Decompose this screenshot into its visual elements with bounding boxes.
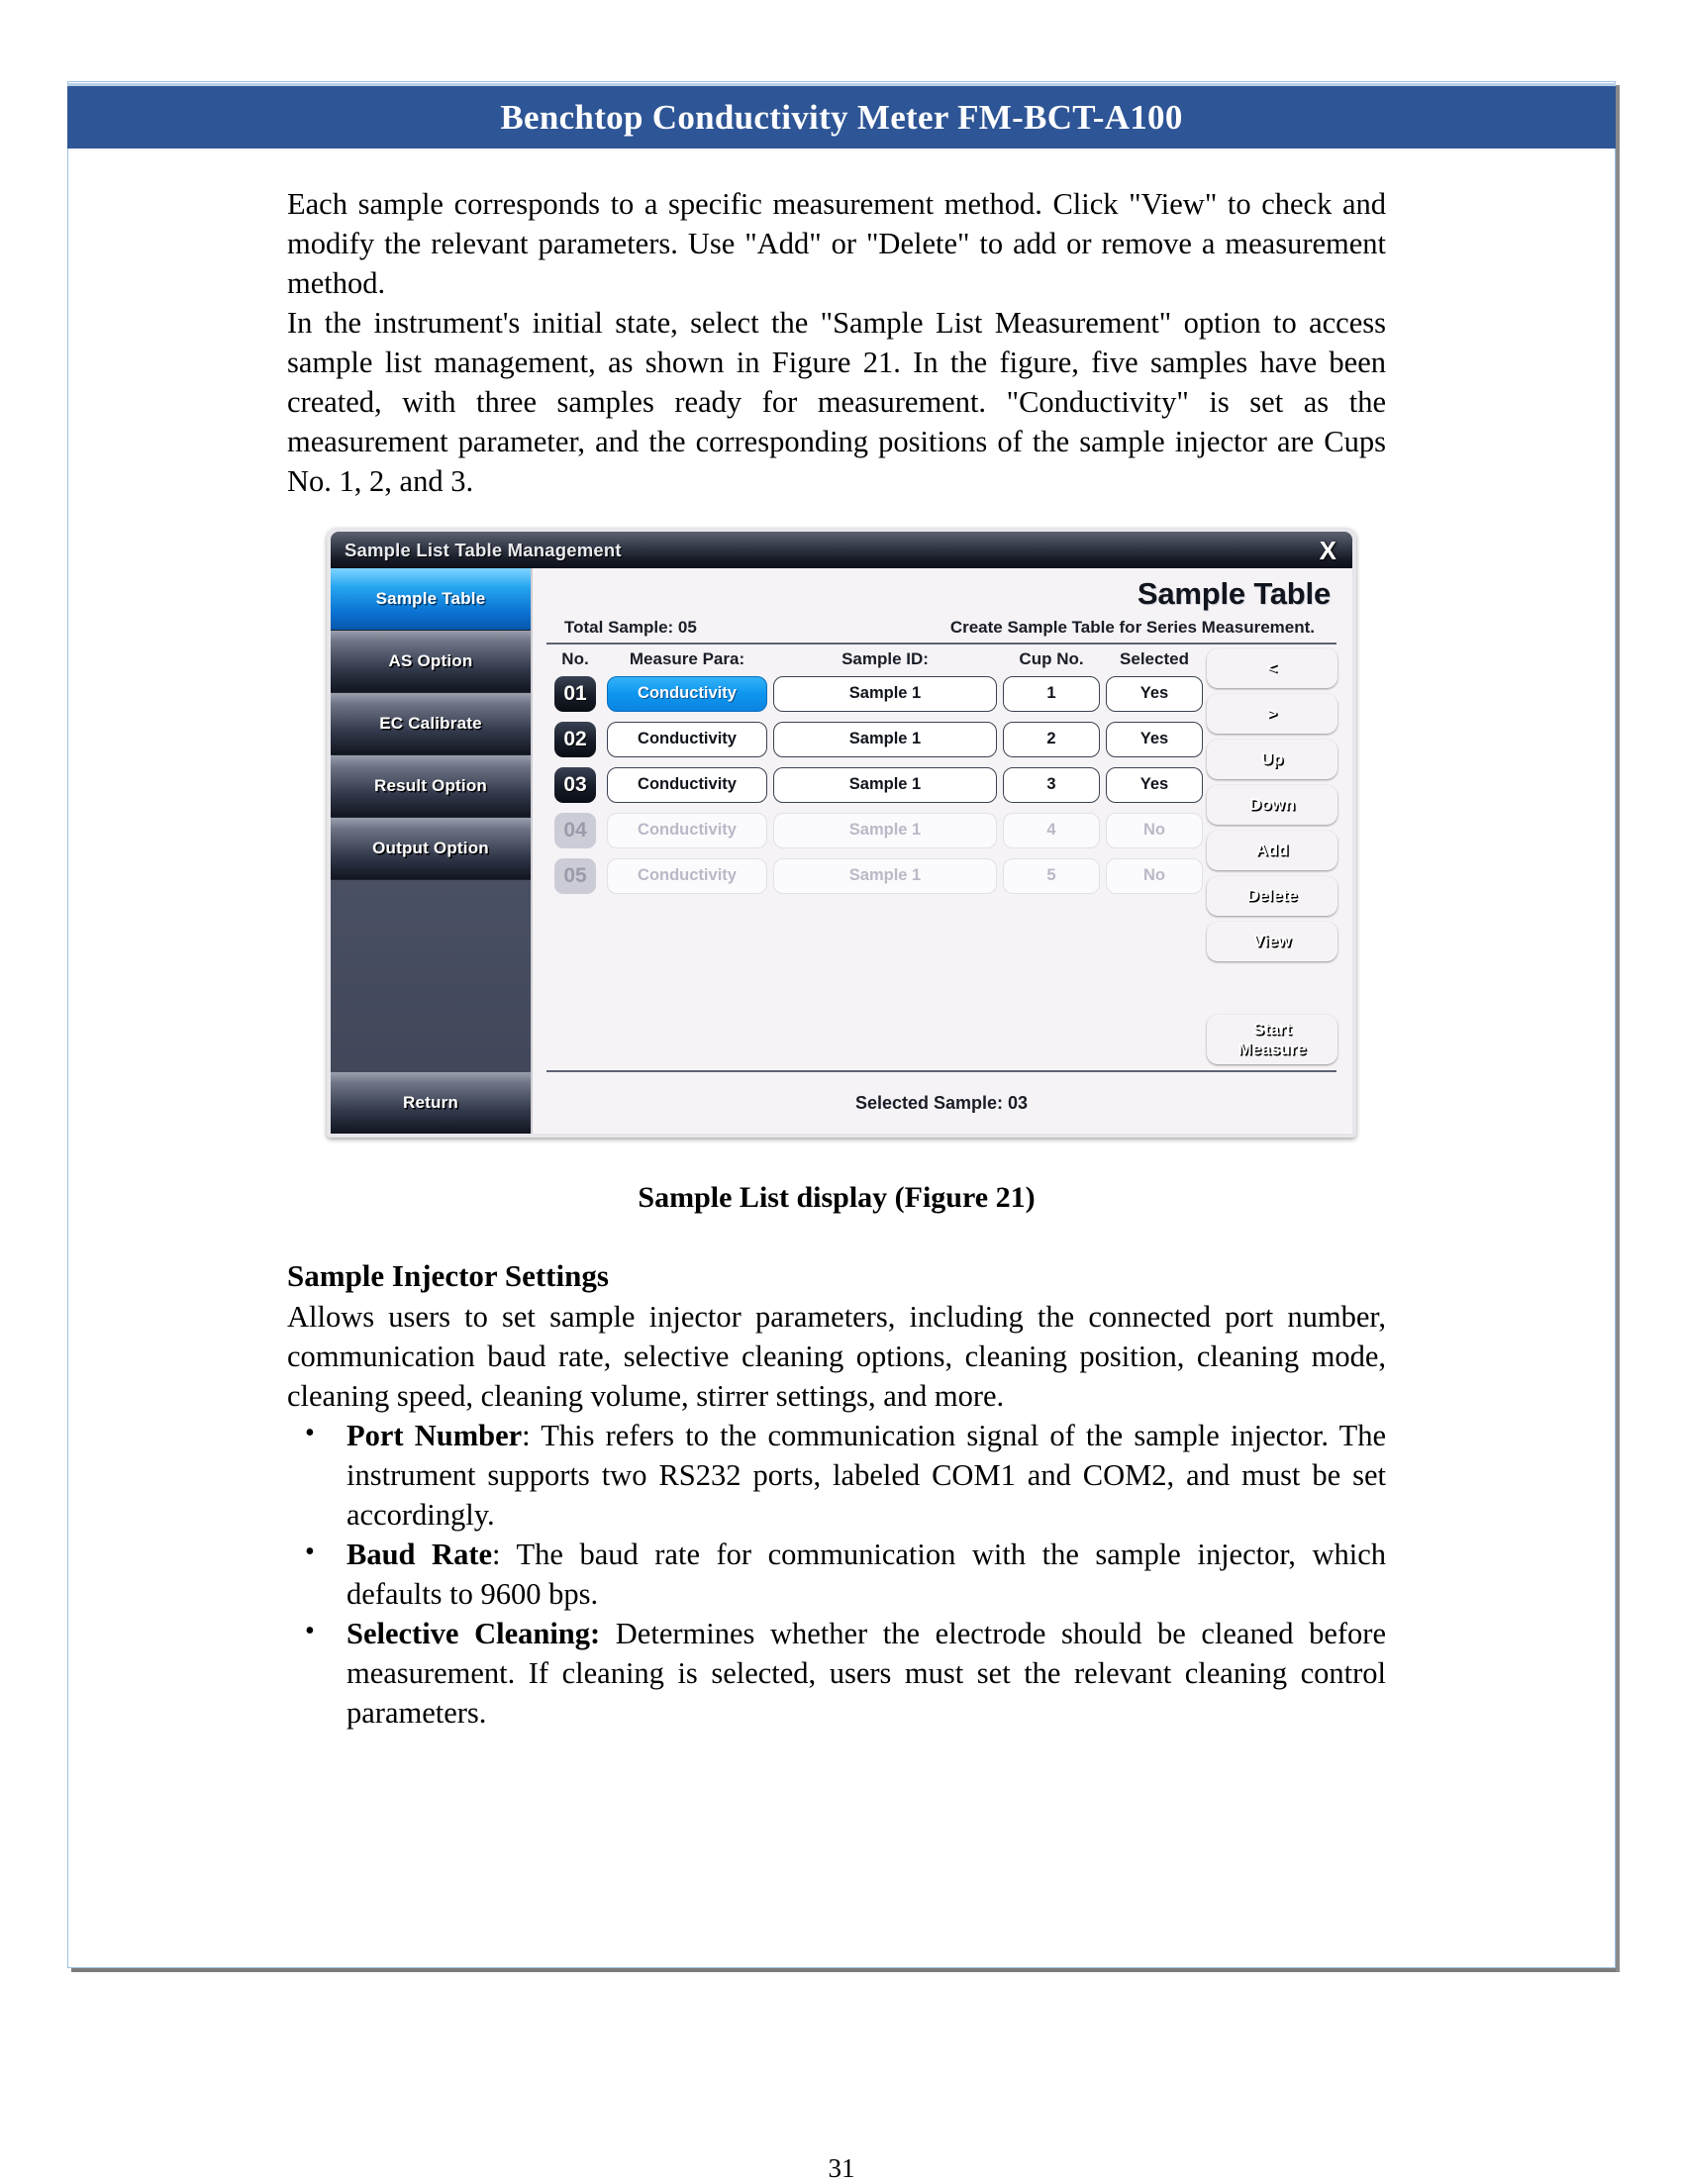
page-title: Benchtop Conductivity Meter FM-BCT-A100 [500, 97, 1183, 137]
section-heading: Sample Injector Settings [287, 1258, 609, 1293]
document-body [287, 184, 1386, 501]
next-button[interactable]: > [1207, 694, 1337, 734]
row-number-cell [546, 676, 604, 712]
column-header-cup-no: Cup No. [1019, 649, 1084, 668]
bullet-text: The baud rate for communication with the sample injector, which defaults to 9600 bps. [346, 1538, 1386, 1611]
start-measure-line-2: Measure [1238, 1040, 1307, 1058]
down-button[interactable]: Down [1207, 785, 1337, 825]
panel-hint: Create Sample Table for Series Measurement. [949, 618, 1315, 637]
table-row[interactable] [546, 672, 1206, 715]
return-button-label: Return [403, 1093, 458, 1112]
column-header-measure: Measure Para: [629, 649, 745, 668]
column-header-no: No. [561, 649, 589, 668]
paragraph-1: Each sample corresponds to a specific measurement method. Click "View" to check and modify the relevant parameters. Use "Add" or "Delete" to add or remove a measurement method. [287, 187, 1386, 300]
sidebar-item-sample-table[interactable] [331, 568, 531, 631]
selected-field: No [1106, 813, 1203, 848]
dialog-sidebar [331, 568, 533, 1134]
cup-no-field: 4 [1003, 813, 1100, 848]
selected-field: No [1106, 858, 1203, 894]
list-item [287, 1416, 1386, 1535]
sidebar-spacer [331, 880, 531, 1072]
selected-field[interactable]: Yes [1106, 722, 1203, 757]
table-row[interactable] [546, 718, 1206, 760]
prev-button[interactable]: < [1207, 648, 1337, 688]
column-header-sample-id: Sample ID: [842, 649, 929, 668]
measure-para-field: Conductivity [607, 813, 767, 848]
selected-field[interactable]: Yes [1106, 676, 1203, 712]
table-row[interactable] [546, 763, 1206, 806]
table-row [546, 854, 1206, 897]
cup-no-field: 5 [1003, 858, 1100, 894]
close-icon[interactable]: X [1319, 535, 1336, 565]
return-button[interactable] [331, 1072, 531, 1134]
view-button[interactable]: View [1207, 922, 1337, 961]
measure-para-field[interactable]: Conductivity [607, 767, 767, 803]
row-number-cell [546, 722, 604, 757]
sidebar-item-output-option[interactable] [331, 818, 531, 880]
sidebar-item-label: Output Option [372, 839, 489, 857]
bullet-sep: : [522, 1419, 542, 1452]
row-number-chip: 03 [554, 767, 596, 803]
sidebar-item-label: AS Option [388, 651, 473, 670]
sample-table [546, 645, 1206, 1070]
document-header [67, 83, 1616, 149]
add-button[interactable]: Add [1207, 831, 1337, 870]
bullet-list [287, 1416, 1386, 1733]
bullet-text: Determines whether the electrode should be cleaned before measurement. If cleaning is selected, users must set the relevant cleaning control parameters. [346, 1617, 1386, 1730]
bullet-lead: Baud Rate [346, 1538, 493, 1571]
delete-button[interactable]: Delete [1207, 876, 1337, 916]
sample-table-area [533, 645, 1352, 1070]
panel-title: Sample Table [1137, 576, 1331, 611]
lower-section [287, 1255, 1386, 1733]
figure-caption: Sample List display (Figure 21) [638, 1181, 1036, 1214]
cup-no-field[interactable]: 1 [1003, 676, 1100, 712]
column-header-selected: Selected [1120, 649, 1189, 668]
action-button-column [1206, 645, 1338, 1070]
table-header-row [546, 645, 1206, 672]
measure-para-field: Conductivity [607, 858, 767, 894]
row-number-chip: 01 [554, 676, 596, 712]
measure-para-field[interactable]: Conductivity [607, 676, 767, 712]
page-shadow-right [1616, 85, 1620, 1972]
sample-id-field[interactable]: Sample 1 [773, 676, 997, 712]
bullet-text: This refers to the communication signal of the sample injector. The instrument supports two RS232 ports, labeled COM1 and COM2, and must be set accordingly. [346, 1419, 1386, 1532]
up-button[interactable]: Up [1207, 740, 1337, 779]
paragraph-2: In the instrument's initial state, select the "Sample List Measurement" option to access sample list management, as shown in Figure 21. In the figure, five samples have been created, with three samples ready for measurement. "Conductivity" is set as the measurement parameter, and the corresponding positions of the sample injector are Cups No. 1, 2, and 3. [287, 306, 1386, 498]
total-sample-label: Total Sample: 05 [564, 618, 697, 637]
sidebar-item-label: EC Calibrate [379, 714, 482, 733]
selected-sample-status: Selected Sample: 03 [854, 1092, 1029, 1113]
row-number-cell [546, 813, 604, 848]
page-number: 31 [828, 2153, 855, 2183]
section-intro: Allows users to set sample injector parameters, including the connected port number, communication baud rate, selective cleaning options, cleaning position, cleaning mode, cleaning speed, cleaning volume, stirrer settings, and more. [287, 1300, 1386, 1413]
cup-no-field[interactable]: 2 [1003, 722, 1100, 757]
panel-footer [546, 1070, 1336, 1134]
sidebar-item-as-option[interactable] [331, 631, 531, 693]
page-shadow-bottom [71, 1968, 1620, 1972]
row-number-cell [546, 858, 604, 894]
sample-id-field[interactable]: Sample 1 [773, 767, 997, 803]
sample-id-field: Sample 1 [773, 813, 997, 848]
list-item [287, 1614, 1386, 1733]
row-number-cell [546, 767, 604, 803]
bullet-lead: Selective Cleaning: [346, 1617, 601, 1650]
sample-id-field[interactable]: Sample 1 [773, 722, 997, 757]
dialog-title: Sample List Table Management [345, 539, 622, 560]
start-measure-line-1: Start [1252, 1020, 1292, 1039]
sample-id-field: Sample 1 [773, 858, 997, 894]
start-measure-button[interactable] [1207, 1015, 1337, 1064]
panel-subheader [546, 612, 1336, 645]
row-number-chip: 05 [554, 858, 596, 894]
cup-no-field[interactable]: 3 [1003, 767, 1100, 803]
sidebar-item-ec-calibrate[interactable] [331, 693, 531, 755]
table-row [546, 809, 1206, 851]
device-dialog [327, 528, 1356, 1138]
measure-para-field[interactable]: Conductivity [607, 722, 767, 757]
bullet-sep: : [492, 1538, 517, 1571]
list-item [287, 1535, 1386, 1614]
dialog-content [533, 568, 1352, 1134]
bullet-lead: Port Number [346, 1419, 523, 1452]
selected-field[interactable]: Yes [1106, 767, 1203, 803]
dialog-titlebar [331, 532, 1352, 568]
row-number-chip: 04 [554, 813, 596, 848]
bullet-sep [600, 1617, 616, 1650]
sidebar-item-result-option[interactable] [331, 755, 531, 818]
figure-sample-list-display [327, 528, 1356, 1138]
sidebar-item-label: Result Option [373, 776, 488, 795]
row-number-chip: 02 [554, 722, 596, 757]
sidebar-item-label: Sample Table [375, 589, 486, 608]
